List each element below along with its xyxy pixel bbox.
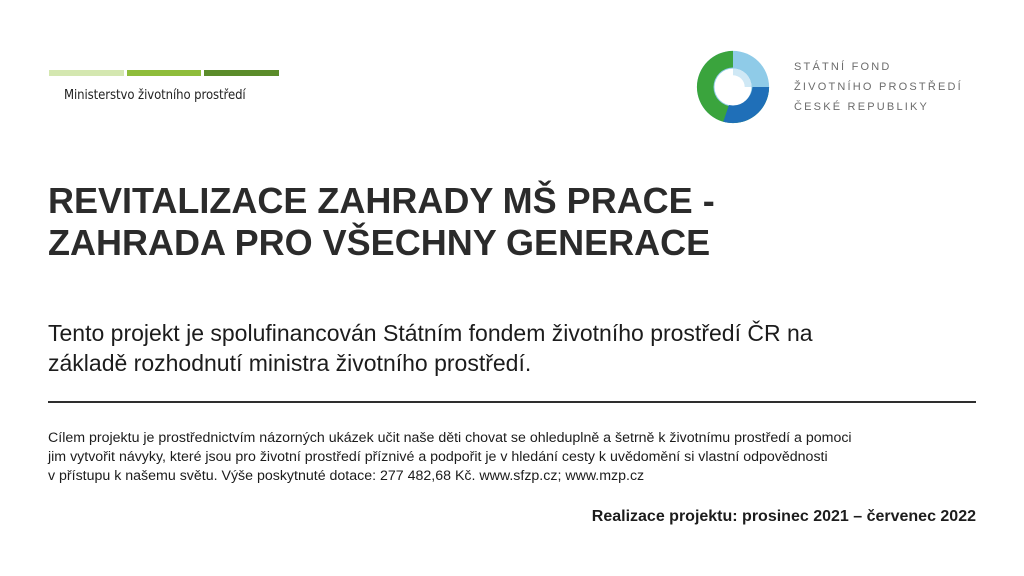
ministry-logo-bars-icon [49,70,279,76]
description-line: jim vytvořit návyky, které jsou pro životní prostředí příznivé a podpořit je v hledání cesty k uvědomění si vlastní odpovědnosti [48,449,828,465]
realization-period: Realizace projektu: prosinec 2021 – červenec 2022 [591,508,976,525]
ministry-logo [49,70,279,103]
circular-swirl-emblem-icon [694,48,772,126]
fund-name-line: STÁTNÍ FOND [794,61,892,73]
project-description [48,429,978,486]
description-line: Cílem projektu je prostřednictvím názorných ukázek učit naše děti chovat se ohleduplně a šetrně k životnímu prostředí a pomoci [48,430,852,446]
fund-name [794,57,963,117]
project-title-line: REVITALIZACE ZAHRADY MŠ PRACE - [48,180,715,221]
project-title [48,180,978,264]
cofinancing-line: Tento projekt je spolufinancován Státním fondem životního prostředí ČR na [48,320,813,346]
divider [48,401,976,403]
description-line: v přístupu k našemu světu. Výše poskytnuté dotace: 277 482,68 Kč. www.sfzp.cz; www.mzp.cz [48,468,645,484]
project-title-line: ZAHRADA PRO VŠECHNY GENERACE [48,222,711,263]
cofinancing-line: základě rozhodnutí ministra životního prostředí. [48,350,532,376]
ministry-name: Ministerstvo životního prostředí [64,88,246,103]
cofinancing-statement [48,318,978,378]
fund-name-line: ŽIVOTNÍHO PROSTŘEDÍ [794,81,963,93]
fund-logo [694,48,963,126]
fund-name-line: ČESKÉ REPUBLIKY [794,101,930,113]
logo-bar-light [49,70,124,76]
logo-bar-dark [204,70,279,76]
logo-bar-mid [127,70,202,76]
